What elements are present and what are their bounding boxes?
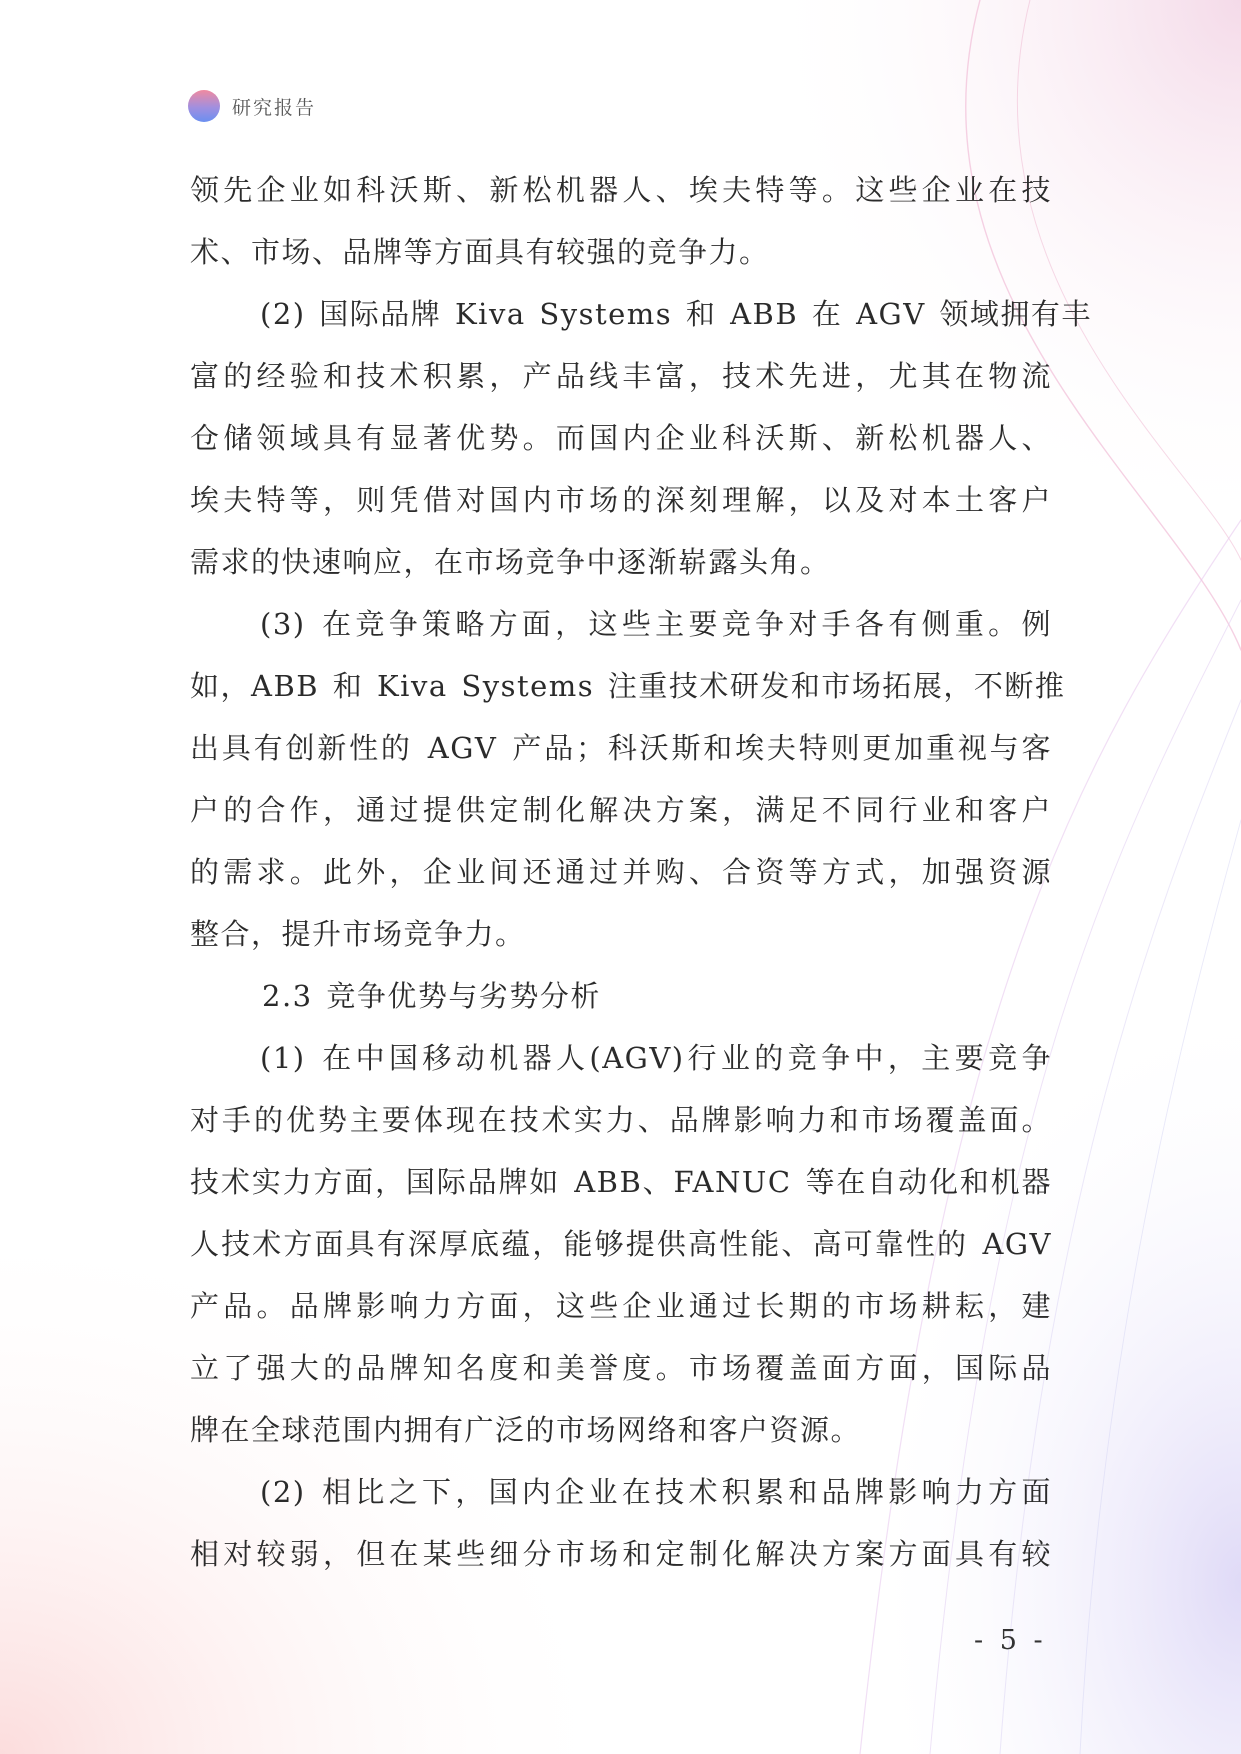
body-line: 如，ABB 和 Kiva Systems 注重技术研发和市场拓展，不断推 xyxy=(190,669,1066,703)
report-body xyxy=(190,159,1092,1585)
body-line: (2) 国际品牌 Kiva Systems 和 ABB 在 AGV 领域拥有丰 xyxy=(260,297,1092,331)
body-line: 产品。品牌影响力方面，这些企业通过长期的市场耕耘，建 xyxy=(190,1289,1052,1323)
header-label: 研究报告 xyxy=(232,96,317,119)
page-number: - 5 - xyxy=(974,1625,1047,1656)
section-heading: 2.3 竞争优势与劣势分析 xyxy=(262,979,601,1013)
body-line: 立了强大的品牌知名度和美誉度。市场覆盖面方面，国际品 xyxy=(190,1351,1052,1385)
body-line: 相对较弱，但在某些细分市场和定制化解决方案方面具有较 xyxy=(190,1537,1052,1571)
body-line: 的需求。此外，企业间还通过并购、合资等方式，加强资源 xyxy=(190,855,1052,889)
body-line: (1) 在中国移动机器人(AGV)行业的竞争中，主要竞争 xyxy=(260,1041,1052,1075)
body-line: (3) 在竞争策略方面，这些主要竞争对手各有侧重。例 xyxy=(260,607,1052,641)
body-line: 埃夫特等，则凭借对国内市场的深刻理解，以及对本土客户 xyxy=(190,483,1052,517)
body-line: 整合，提升市场竞争力。 xyxy=(190,917,526,951)
body-line: 技术实力方面，国际品牌如 ABB、FANUC 等在自动化和机器 xyxy=(190,1165,1052,1199)
body-line: 仓储领域具有显著优势。而国内企业科沃斯、新松机器人、 xyxy=(190,421,1052,455)
body-line: 户的合作，通过提供定制化解决方案，满足不同行业和客户 xyxy=(190,793,1052,827)
body-line: 人技术方面具有深厚底蕴，能够提供高性能、高可靠性的 AGV xyxy=(190,1227,1052,1261)
body-line: 对手的优势主要体现在技术实力、品牌影响力和市场覆盖面。 xyxy=(190,1103,1052,1137)
body-line: 出具有创新性的 AGV 产品；科沃斯和埃夫特则更加重视与客 xyxy=(190,731,1052,765)
body-line: 需求的快速响应，在市场竞争中逐渐崭露头角。 xyxy=(190,545,831,579)
body-line: 领先企业如科沃斯、新松机器人、埃夫特等。这些企业在技 xyxy=(190,173,1052,207)
body-line: (2) 相比之下，国内企业在技术积累和品牌影响力方面 xyxy=(260,1475,1052,1509)
body-line: 术、市场、品牌等方面具有较强的竞争力。 xyxy=(190,235,770,269)
body-line: 富的经验和技术积累，产品线丰富，技术先进，尤其在物流 xyxy=(190,359,1052,393)
report-header xyxy=(188,89,316,123)
gradient-circle-logo xyxy=(188,90,220,122)
body-line: 牌在全球范围内拥有广泛的市场网络和客户资源。 xyxy=(190,1413,862,1447)
